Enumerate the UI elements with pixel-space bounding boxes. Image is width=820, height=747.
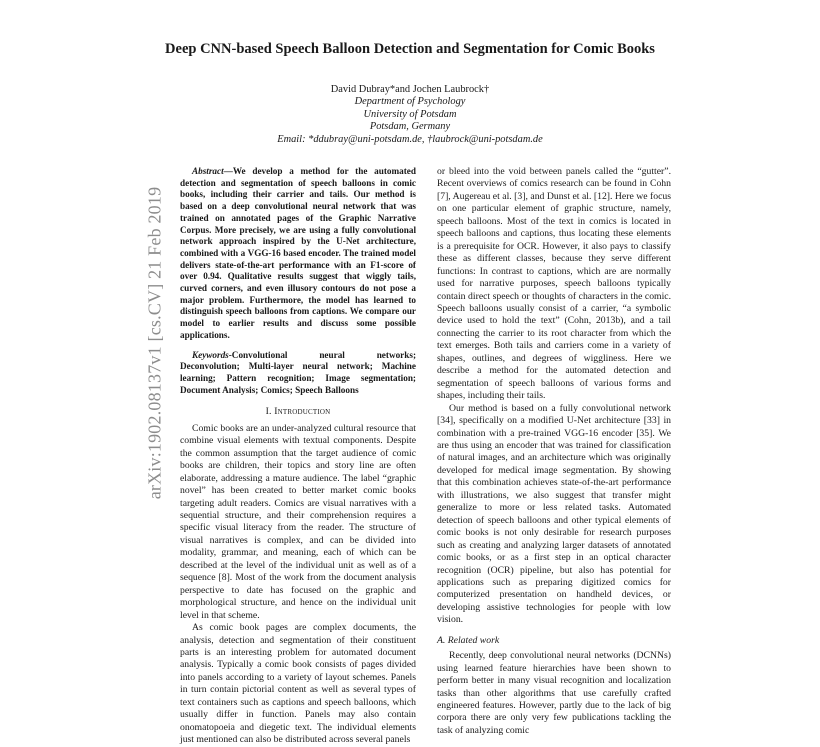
method-paragraph: Our method is based on a fully convolutional network [34], specifically on a modified U-Net architecture [33] in combination with a pre-trained VGG-16 encoder [35]. We are thus using an encoder that was trained for classification of natural images, and an architecture which was originally developed for medical image segmentation. By showing that this combination achieves state-of-the-art performance with illustrations, we also suggest that transfer might generalize to more or less related tasks. Automated detection of speech balloons and other typical elements of comic books is not only desirable for research purposes such as creating and analyzing larger datasets of annotated comic books, or as a first step in an optical character recognition (OCR) pipeline, but also has potential for applications such as preparing digitized comics for computerized presentation on handheld devices, or developing assistive technologies for people with low vision. [437,402,671,626]
author-email: Email: *ddubray@uni-potsdam.de, †laubrock@uni-potsdam.de [277,133,543,145]
abstract [180,166,416,342]
subsection-heading-related-work: A. Related work [437,634,500,646]
author-department: Department of Psychology [354,96,466,108]
keywords [180,350,416,397]
keywords-label: Keywords [192,349,229,360]
author-block [0,84,820,146]
keywords-text: -Convolutional neural networks; Deconvolution; Multi-layer neural network; Machine learning; Pattern recognition; Image segmentation; Document Analysis; Comics; Speech Balloons [180,349,416,395]
section-number: I. [265,406,272,418]
author-university: University of Potsdam [363,108,457,120]
paper-title: Deep CNN-based Speech Balloon Detection and Segmentation for Comic Books [165,41,655,57]
arxiv-identifier: arXiv:1902.08137v1 [cs.CV] 21 Feb 2019 [144,186,165,500]
related-work-paragraph: Recently, deep convolutional neural networks (DCNNs) using learned feature hierarchies have been shown to perform better in many visual recognition and localization tasks than other algorithms that use carefully crafted engineered features. However, partly due to the lack of big corpora there are only very few publications tackling the task of analyzing comic [437,650,671,736]
section-heading-introduction [180,406,416,418]
intro-paragraph-continued: or bleed into the void between panels called the “gutter”. Recent overviews of comics research can be found in Cohn [7], Augereau et al. [3], and Dunst et al. [12]. Here we focus on one particular element of graphic structure, namely, speech balloons. Most of the text in comics is located in speech balloons and captions, thus locating these elements is a prerequisite for OCR. However, it also pays to classify these as different classes, because they serve different functions: In contrast to captions, which are are normally used for narrative purposes, speech balloons typically contain direct speech or thoughts of characters in the comic. Speech balloons usually consist of a carrier, “a symbolic device used to hold the text” (Cohn, 2013b), and a tail connecting the carrier to its root character from which the text emerges. Both tails and carriers come in a variety of shapes, outlines, and degrees of wiggliness. Here we describe a method for the automated detection and segmentation of speech balloons of various forms and shapes, including their tails. [437,166,671,402]
abstract-text: —We develop a method for the automated detection and segmentation of speech balloons in comic books, including their carrier and tails. Our method is based on a deep convolutional neural network that was trained on annotated pages of the Graphic Narrative Corpus. More precisely, we are using a fully convolutional network approach inspired by the U-Net architecture, combined with a VGG-16 based encoder. The trained model delivers state-of-the-art performance with an F1-score of over 0.94. Qualitative results suggest that wiggly tails, curved corners, and even illusory contours do not pose a major problem. Furthermore, the model has learned to distinguish speech balloons from captions. We compare our model to earlier results and discuss some possible applications. [180,166,416,340]
left-column [180,166,416,747]
intro-paragraph-2: As comic book pages are complex documents, the analysis, detection and segmentation of their constituent parts is an interesting problem for automated document analysis. Typically a comic book consists of pages divided into panels according to a variety of layout schemes. Panels in turn contain pictorial content as well as several types of text containers such as captions and speech balloons, which usually differ in function. Panels may also contain onomatopoeia and diegetic text. The individual elements just mentioned can also be distributed across several panels [180,622,416,746]
intro-paragraph-1: Comic books are an under-analyzed cultural resource that combine visual elements with textual components. Despite the common assumption that the target audience of comic books are children, their topics and story line are often elaborate, addressing a mature audience. The label “graphic novel” has been created to better market comic books targeting adult readers. Comics are visual narratives with a sequential structure, and their comprehension requires a specific visual literacy from the reader. The structure of visual narratives is complex, and can be divided into modality, grammar, and meaning, each of which can be described at the level of the individual unit as well as of a sequence [8]. Most of the work from the document analysis perspective to date has focused on the graphic and morphological structure, and hence on the individual unit level in that scheme. [180,422,416,621]
section-title-text: Introduction [274,406,331,418]
abstract-label: Abstract [192,166,224,176]
right-column [437,166,671,737]
author-names: David Dubray*and Jochen Laubrock† [330,84,490,95]
author-location: Potsdam, Germany [369,121,451,133]
